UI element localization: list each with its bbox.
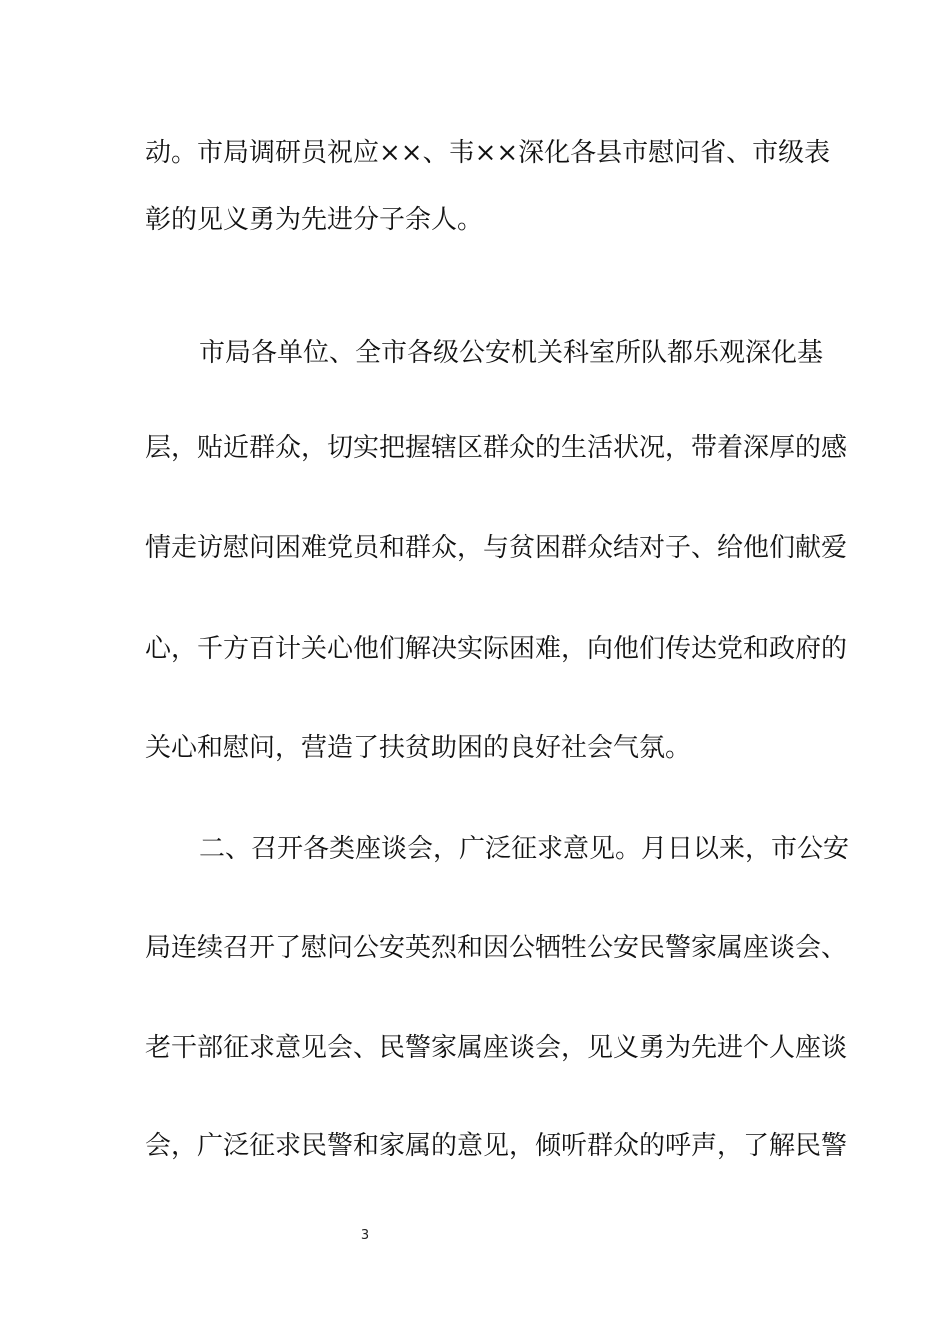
paragraph-first-line: 二、召开各类座谈会，广泛征求意见。月日以来，市公安 [199, 834, 850, 864]
text-line: 情走访慰问困难党员和群众，与贫困群众结对子、给他们献爱 [145, 533, 848, 563]
paragraph-first-line: 市局各单位、全市各级公安机关科室所队都乐观深化基 [199, 338, 824, 368]
text-line: 局连续召开了慰问公安英烈和因公牺牲公安民警家属座谈会、 [145, 933, 848, 963]
text-line: 老干部征求意见会、民警家属座谈会，见义勇为先进个人座谈 [145, 1033, 848, 1063]
text-line: 彰的见义勇为先进分子余人。 [145, 205, 484, 235]
text-line: 会，广泛征求民警和家属的意见，倾听群众的呼声，了解民警 [145, 1131, 848, 1161]
text-line: 关心和慰问，营造了扶贫助困的良好社会气氛。 [145, 733, 692, 763]
text-line: 心，千方百计关心他们解决实际困难，向他们传达党和政府的 [145, 634, 848, 664]
text-line: 层，贴近群众，切实把握辖区群众的生活状况，带着深厚的感 [145, 433, 848, 463]
page-number: 3 [360, 1228, 370, 1243]
text-line: 动。市局调研员祝应××、韦××深化各县市慰问省、市级表 [145, 138, 831, 168]
